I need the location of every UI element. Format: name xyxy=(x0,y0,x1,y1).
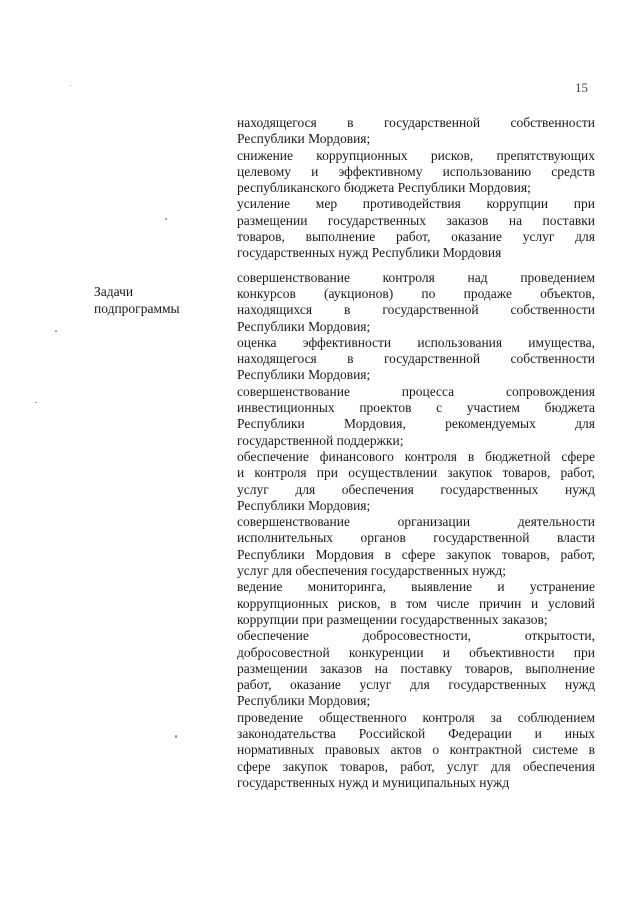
page-number: 15 xyxy=(575,80,588,95)
text-line: государственной поддержки; xyxy=(237,432,404,448)
text-line: услуг для обеспечения государственных нужд xyxy=(237,481,595,497)
text-line: коррупционных рисков, в том числе причин и условий xyxy=(237,595,595,611)
text-line: Республики Мордовия; xyxy=(237,131,371,147)
text-line: снижение коррупционных рисков, препятствующих xyxy=(237,147,595,163)
text-line: сфере закупок товаров, работ, услуг для обеспечения xyxy=(237,758,595,774)
text-line: усиление мер противодействия коррупции при xyxy=(237,196,595,212)
text-line: Республики Мордовия, рекомендуемых для xyxy=(237,416,595,432)
label-line-1: Задачи xyxy=(94,284,134,299)
text-line: и контроля при осуществлении закупок товаров, работ, xyxy=(237,465,595,481)
text-line: Республики Мордовия в сфере закупок товаров, работ, xyxy=(237,546,595,562)
text-line: находящегося в государственной собственности xyxy=(237,351,595,367)
text-line: исполнительных органов государственной власти xyxy=(237,530,595,546)
text-line: совершенствование организации деятельности xyxy=(237,514,595,530)
text-line: государственных нужд и муниципальных нужд xyxy=(237,774,510,790)
scan-speck xyxy=(70,85,71,86)
section-gap xyxy=(237,262,595,270)
text-line: коррупции при размещении государственных заказов; xyxy=(237,611,548,627)
main-text-column xyxy=(237,115,595,791)
text-line: ведение мониторинга, выявление и устранение xyxy=(237,579,595,595)
scan-speck xyxy=(165,218,167,220)
text-line: Республики Мордовия; xyxy=(237,497,371,513)
text-line: добросовестной конкуренции и объективности при xyxy=(237,644,595,660)
text-line: товаров, выполнение работ, оказание услуг для xyxy=(237,229,595,245)
text-line: совершенствование контроля над проведением xyxy=(237,269,595,285)
text-line: законодательства Российской Федерации и иных xyxy=(237,725,595,741)
scan-speck xyxy=(55,330,57,332)
text-line: проведение общественного контроля за соблюдением xyxy=(237,709,595,725)
scan-speck xyxy=(175,735,177,738)
text-line: целевому и эффективному использованию средств xyxy=(237,163,595,179)
text-line: находящихся в государственной собственности xyxy=(237,302,595,318)
scan-speck xyxy=(35,402,37,403)
text-line: конкурсов (аукционов) по продаже объектов, xyxy=(237,285,595,301)
text-line: размещении заказов на поставку товаров, выполнение xyxy=(237,660,595,676)
text-line: находящегося в государственной собственности xyxy=(237,115,595,130)
text-line: Республики Мордовия; xyxy=(237,318,371,334)
text-line: услуг для обеспечения государственных нужд; xyxy=(237,563,506,579)
text-line: нормативных правовых актов о контрактной системе в xyxy=(237,742,595,758)
goals-continuation-block xyxy=(237,115,595,262)
text-line: инвестиционных проектов с участием бюджета xyxy=(237,400,595,416)
text-line: оценка эффективности использования имущества, xyxy=(237,334,595,350)
text-line: государственных нужд Республики Мордовия xyxy=(237,245,502,261)
text-line: Республики Мордовия; xyxy=(237,367,371,383)
text-line: республиканского бюджета Республики Мордовия; xyxy=(237,180,531,196)
text-line: размещении государственных заказов на поставки xyxy=(237,212,595,228)
text-line: обеспечение добросовестности, открытости, xyxy=(237,628,595,644)
text-line: Республики Мордовия; xyxy=(237,693,371,709)
tasks-block xyxy=(237,270,595,792)
text-line: работ, оказание услуг для государственных нужд xyxy=(237,677,595,693)
text-line: совершенствование процесса сопровождения xyxy=(237,383,595,399)
text-line: обеспечение финансового контроля в бюджетной сфере xyxy=(237,448,595,464)
label-line-2: подпрограммы xyxy=(94,301,180,316)
section-label-tasks xyxy=(94,283,180,317)
